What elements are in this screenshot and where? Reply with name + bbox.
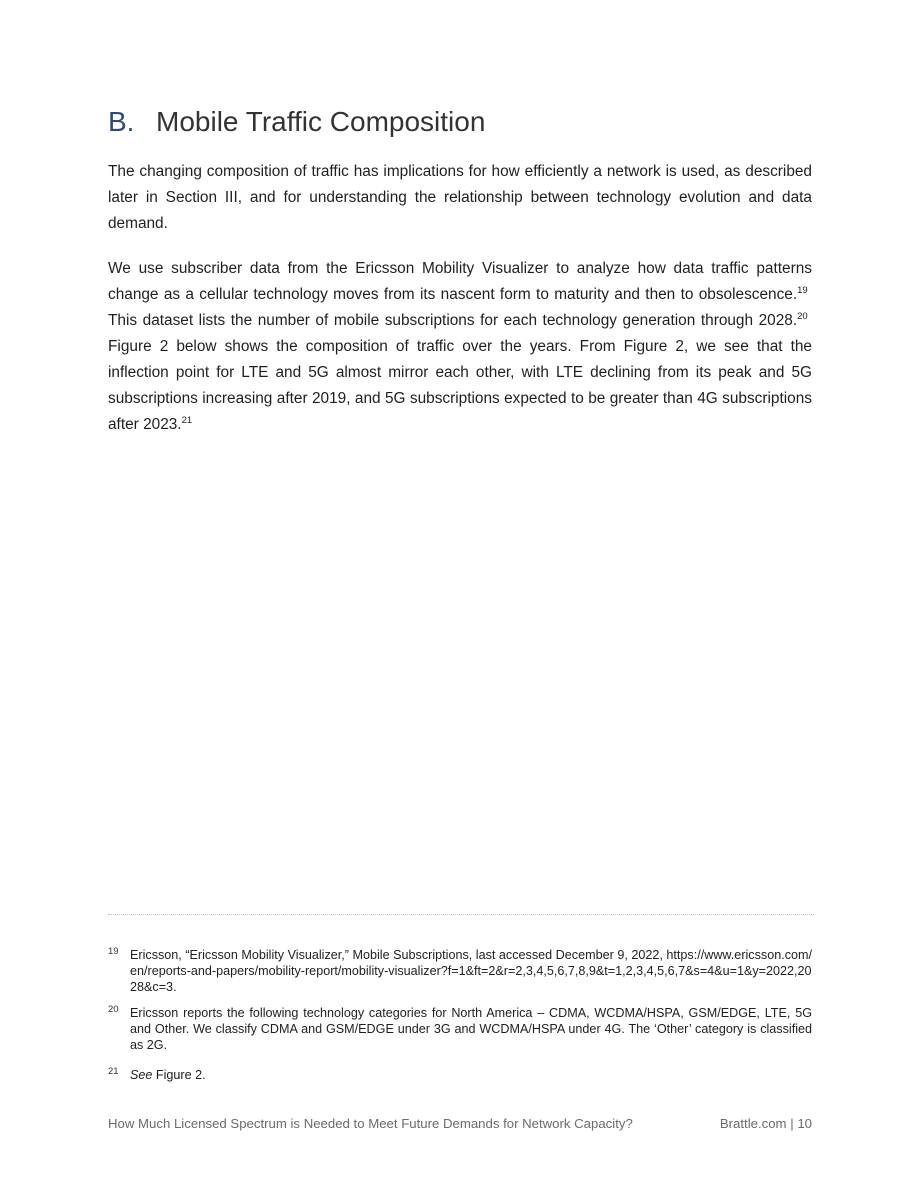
section-title: Mobile Traffic Composition — [156, 106, 486, 137]
paragraph-2 — [108, 256, 812, 438]
paragraph-2-part-3: Figure 2 below shows the composition of traffic over the years. From Figure 2, we see that the inflection point for LTE and 5G almost mirror each other, with LTE declining from its peak and 5G subscriptions increasing after 2019, and 5G subscriptions expected to be greater than 4G subscriptions after 2023. — [108, 338, 812, 433]
footnote-19 — [108, 947, 812, 995]
paragraph-2-part-1: We use subscriber data from the Ericsson Mobility Visualizer to analyze how data traffic patterns change as a cellular technology moves from its nascent form to maturity and then to obsolescence. — [108, 260, 812, 303]
paragraph-2-part-2: This dataset lists the number of mobile subscriptions for each technology generation through 2028. — [108, 312, 798, 329]
footnote-number: 20 — [108, 1004, 119, 1015]
page-footer — [108, 1116, 812, 1131]
footnote-text: Figure 2. — [155, 1068, 206, 1082]
footnote-20 — [108, 1005, 812, 1053]
footnote-number: 19 — [108, 946, 119, 957]
footnote-ref-19[interactable]: 19 — [797, 284, 808, 296]
footnote-see: See — [130, 1068, 153, 1082]
footer-title: How Much Licensed Spectrum is Needed to Meet Future Demands for Network Capacity? — [108, 1116, 633, 1131]
footer-separator: | — [790, 1116, 794, 1131]
footnote-ref-21[interactable]: 21 — [181, 414, 193, 426]
footer-site[interactable]: Brattle.com — [719, 1116, 787, 1131]
footnote-number: 21 — [108, 1066, 119, 1077]
section-letter: B. — [108, 106, 135, 137]
section-heading — [108, 106, 485, 138]
page-number: 10 — [797, 1116, 812, 1131]
footnote-separator — [108, 914, 814, 915]
footnote-text: Ericsson, “Ericsson Mobility Visualizer,” Mobile Subscriptions, last accessed December 9, 2022, https://www.ericsson.com/en/reports-and-papers/mobility-report/mobility-visualizer?f=1&ft=2&r=2,3,4,5,6,7,8,9&t=1,2,3,4,5,6,7&s=4&u=1&y=2022,2028&c=3. — [130, 948, 812, 994]
footnote-text-wrapper — [130, 1067, 812, 1083]
footnote-ref-20[interactable]: 20 — [797, 310, 808, 322]
footnote-text: Ericsson reports the following technology categories for North America – CDMA, WCDMA/HSPA, GSM/EDGE, LTE, 5G and Other. We classify CDMA and GSM/EDGE under 3G and WCDMA/HSPA under 4G. The ‘Other’ category is classified as 2G. — [130, 1006, 812, 1052]
footer-page-info — [720, 1116, 812, 1131]
paragraph-1: The changing composition of traffic has implications for how efficiently a network is used, as described later in Section III, and for understanding the relationship between technology evolution and data demand. — [108, 163, 812, 232]
footnote-21 — [108, 1067, 812, 1083]
